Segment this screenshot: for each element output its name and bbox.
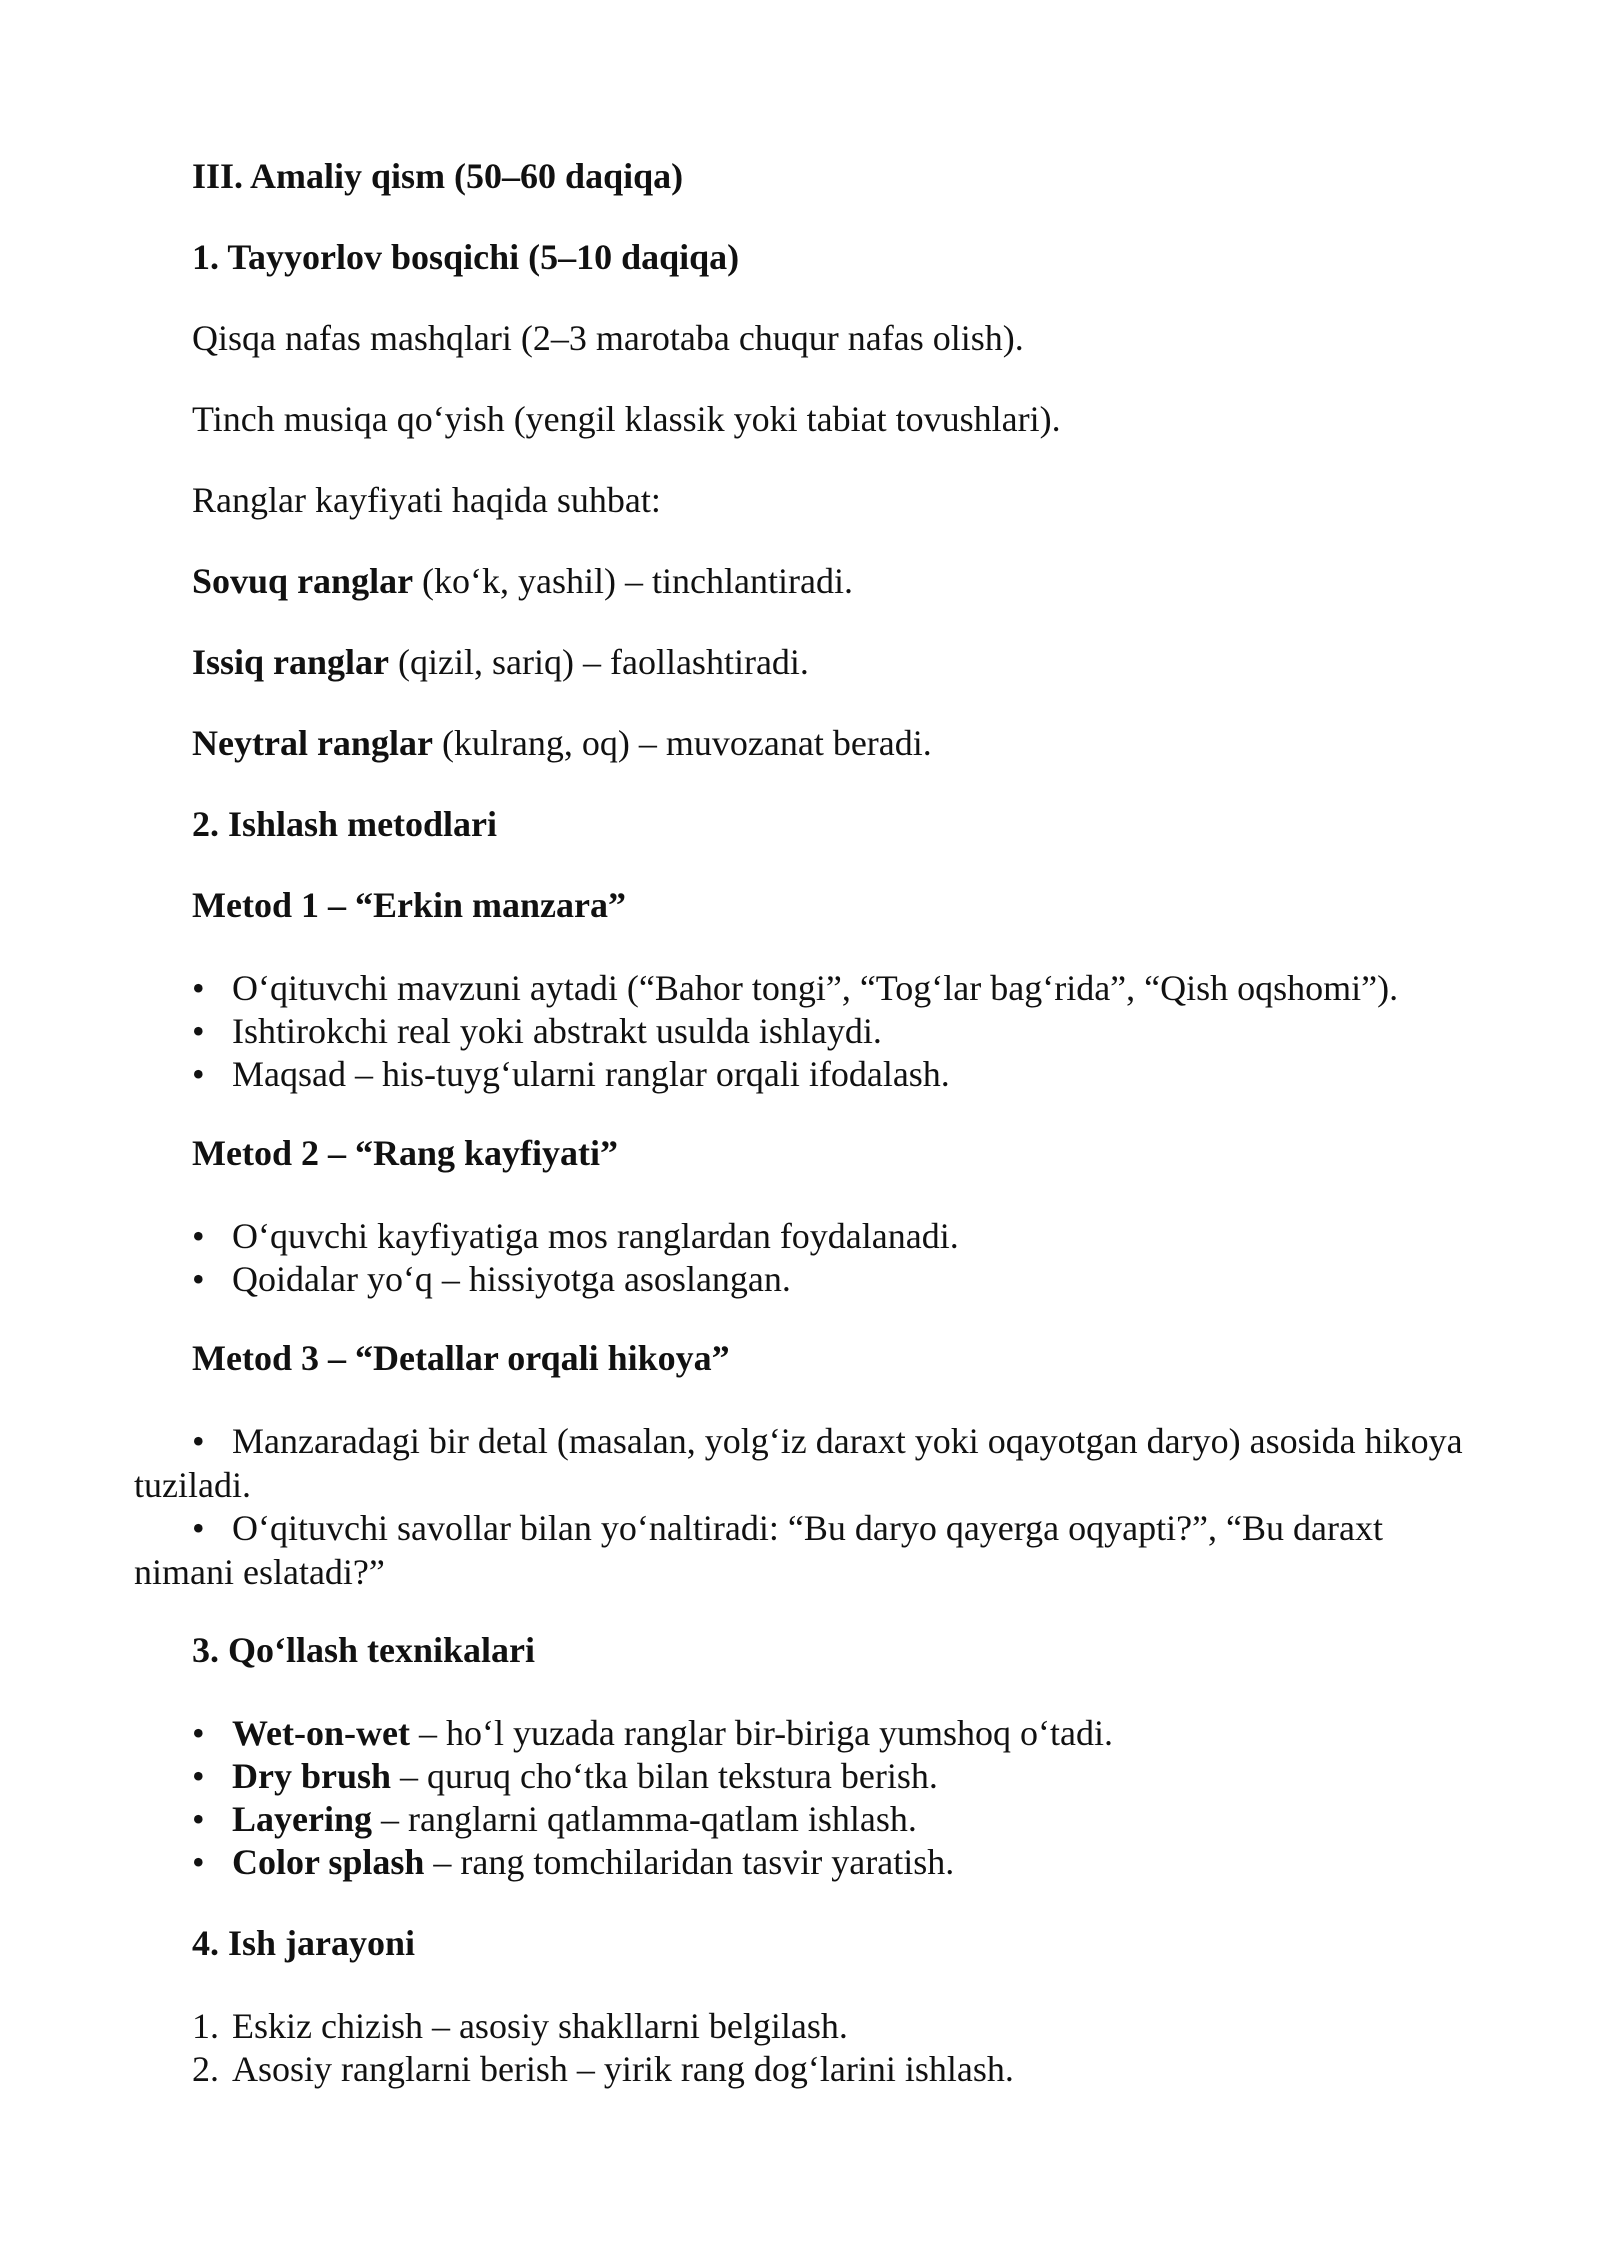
list-item: • O‘qituvchi savollar bilan yo‘naltiradi: “Bu daryo qayerga oqyapti?”, “Bu daraxt nimani eslatadi?” [134,1508,1383,1592]
step-number: 1. [192,2006,219,2046]
list-item: • Manzaradagi bir detal (masalan, yolg‘iz daraxt yoki oqayotgan daryo) asosida hikoya tuziladi. [134,1421,1463,1505]
heading-methods: 2. Ishlash metodlari [192,804,498,844]
paragraph-breathing: Qisqa nafas mashqlari (2–3 marotaba chuqur nafas olish). [192,318,1024,358]
bullet-icon: • [192,1508,205,1548]
bullet-icon: • [192,1054,205,1094]
bullet-icon: • [192,1756,205,1796]
heading-work-process: 4. Ish jarayoni [192,1923,416,1963]
heading-preparation: 1. Tayyorlov bosqichi (5–10 daqiqa) [192,237,740,277]
color-desc: (kulrang, oq) – muvozanat beradi. [432,723,932,763]
color-line-neutral [192,721,932,765]
color-term: Sovuq ranglar [192,561,414,601]
method-2-title: Metod 2 – “Rang kayfiyati” [192,1133,618,1173]
bullet-icon: • [192,1713,205,1753]
paragraph-music: Tinch musiqa qo‘yish (yengil klassik yoki tabiat tovushlari). [192,399,1061,439]
bullet-icon: • [192,1842,205,1882]
bullet-icon: • [192,1799,205,1839]
document-page: III. Amaliy qism (50–60 daqiqa) 1. Tayyorlov bosqichi (5–10 daqiqa) Qisqa nafas mashqlari (2–3 marotaba chuqur nafas olish). Tinch musiqa qo‘yish (yengil klassik yoki tabiat tovushlari). Ranglar kayfiyati haqida suhbat: Sovuq ranglar (ko‘k, yashil) – tinchlantiradi. Issiq ranglar (qizil, sariq) – faollashtiradi. Neytral ranglar (kulrang, oq) – muvozanat beradi. 2. Ishlash metodlari Metod 1 – “Erkin manzara” • O‘qituvchi mavzuni aytadi (“Bahor tongi”, “Tog‘lar bag‘rida”, “Qish oqshomi”). • Ishtirokchi real yoki abstrakt usulda ishlaydi. • Maqsad – his-tuyg‘ularni ranglar orqali ifodalash. Metod 2 – “Rang kayfiyati” • O‘quvchi kayfiyatiga mos ranglardan foydalanadi. • Qoidalar yo‘q – hissiyotga asoslangan. Metod 3 – “Detallar orqali hikoya” • Manzaradagi bir detal (masalan, yolg‘iz daraxt yoki oqayotgan daryo) asosida hikoya tuziladi. • O‘qituvchi savollar bilan yo‘naltiradi: “Bu daryo qayerga oqyapti?”, “Bu daraxt nimani eslatadi?” 3. Qo‘llash texnikalari • Wet-on-wet – ho‘l yuzada ranglar bir-biriga yumshoq o‘tadi. • Dry brush – quruq cho‘tka bilan tekstura berish. • Layering – ranglarni qatlamma-qatlam ishlash. • Color splash – rang tomchilaridan tasvir yaratish. 4. Ish jarayoni 1. Eskiz chizish – asosiy shakllarni belgilash. 2. Asosiy ranglarni berish – yirik rang dog‘larini ishlash. [134,156,1463,2089]
step-number: 2. [192,2049,219,2089]
color-term: Neytral ranglar [192,723,433,763]
color-line-cool [192,559,853,603]
color-desc: (qizil, sariq) – faollashtiradi. [389,642,809,682]
method-3-title: Metod 3 – “Detallar orqali hikoya” [192,1338,730,1378]
bullet-icon: • [192,1259,205,1299]
color-desc: (ko‘k, yashil) – tinchlantiradi. [413,561,853,601]
section-title: III. Amaliy qism (50–60 daqiqa) [192,156,684,196]
color-term: Issiq ranglar [192,642,390,682]
paragraph-colors-talk: Ranglar kayfiyati haqida suhbat: [192,480,661,520]
color-line-warm [192,640,809,684]
bullet-icon: • [192,1421,205,1461]
heading-techniques: 3. Qo‘llash texnikalari [192,1630,536,1670]
method-1-title: Metod 1 – “Erkin manzara” [192,885,626,925]
bullet-icon: • [192,1216,205,1256]
bullet-icon: • [192,1011,205,1051]
bullet-icon: • [192,968,205,1008]
